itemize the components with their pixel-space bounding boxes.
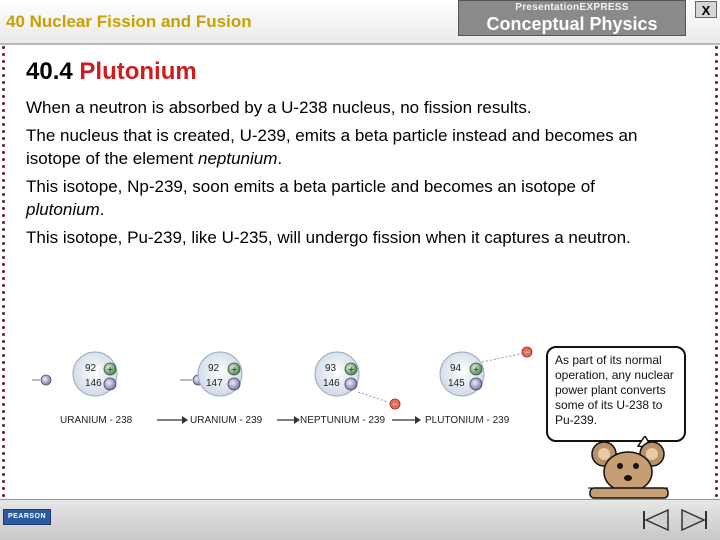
- next-slide-icon[interactable]: [680, 508, 710, 532]
- brand-top: PresentationEXPRESS: [515, 2, 629, 13]
- brand-main: Conceptual Physics: [486, 14, 658, 34]
- section-number: 40.4: [26, 58, 73, 85]
- paragraph-1: When a neutron is absorbed by a U-238 nucleus, no fission results.: [26, 98, 532, 117]
- beta-particle-2: [482, 347, 532, 362]
- nucleus-u239: [190, 352, 263, 426]
- label-neptunium-239: NEPTUNIUM - 239: [300, 415, 386, 426]
- u238-protons: 92: [85, 363, 97, 374]
- paragraph-2: [26, 124, 666, 171]
- nucleus-np239: [300, 352, 385, 426]
- paragraph-2-emphasis: neptunium: [198, 149, 278, 168]
- svg-text:+: +: [473, 365, 479, 376]
- footer-bar: [0, 499, 720, 540]
- nucleus-u238: [60, 352, 133, 426]
- pu239-neutrons: 145: [448, 378, 465, 389]
- np239-neutrons: 146: [323, 378, 340, 389]
- brand-logo: [458, 0, 686, 36]
- left-dot-border: [0, 44, 7, 498]
- incoming-neutron: [32, 375, 51, 385]
- previous-slide-icon[interactable]: [640, 508, 670, 532]
- arrow-1: [157, 416, 188, 424]
- nucleus-pu239: [425, 352, 510, 426]
- svg-text:+: +: [348, 365, 354, 376]
- paragraph-3-text: This isotope, Np-239, soon emits a beta particle and becomes an isotope of: [26, 176, 595, 196]
- arrow-3: [392, 416, 421, 424]
- arrow-2: [277, 416, 300, 424]
- header-divider: [0, 43, 720, 45]
- label-uranium-239: URANIUM - 239: [190, 415, 263, 426]
- mouse-illustration: [580, 436, 690, 504]
- label-plutonium-239: PLUTONIUM - 239: [425, 415, 510, 426]
- label-uranium-238: URANIUM - 238: [60, 415, 133, 426]
- pearson-logo: PEARSON: [3, 509, 51, 525]
- svg-text:−: −: [524, 347, 530, 357]
- section-title: [26, 58, 197, 86]
- callout-bubble: As part of its normal operation, any nuclear power plant converts some of its U-238 to Pu-239.: [546, 346, 686, 442]
- paragraph-2-end: .: [277, 149, 283, 168]
- close-button[interactable]: X: [695, 1, 717, 18]
- u239-protons: 92: [208, 363, 220, 374]
- svg-text:−: −: [392, 399, 398, 409]
- paragraph-2-text: The nucleus that is created, U-239, emits a beta particle instead and becomes an isotope of the element: [26, 125, 638, 168]
- section-topic: Plutonium: [79, 58, 197, 85]
- u239-neutrons: 147: [206, 378, 223, 389]
- paragraph-3-emphasis: plutonium: [26, 200, 100, 219]
- decay-diagram: [32, 340, 552, 440]
- right-dot-border: [713, 44, 720, 498]
- paragraph-3-end: .: [99, 200, 105, 219]
- paragraph-3: [26, 175, 666, 222]
- pu239-protons: 94: [450, 363, 462, 374]
- svg-text:+: +: [107, 365, 113, 376]
- svg-text:+: +: [231, 365, 237, 376]
- u238-neutrons: 146: [85, 378, 102, 389]
- body-text: [26, 96, 666, 253]
- beta-particle-1: [358, 392, 400, 409]
- header-bar: [0, 0, 720, 44]
- paragraph-4: This isotope, Pu-239, like U-235, will undergo fission when it captures a neutron.: [26, 227, 631, 247]
- np239-protons: 93: [325, 363, 337, 374]
- chapter-title: 40 Nuclear Fission and Fusion: [6, 12, 252, 31]
